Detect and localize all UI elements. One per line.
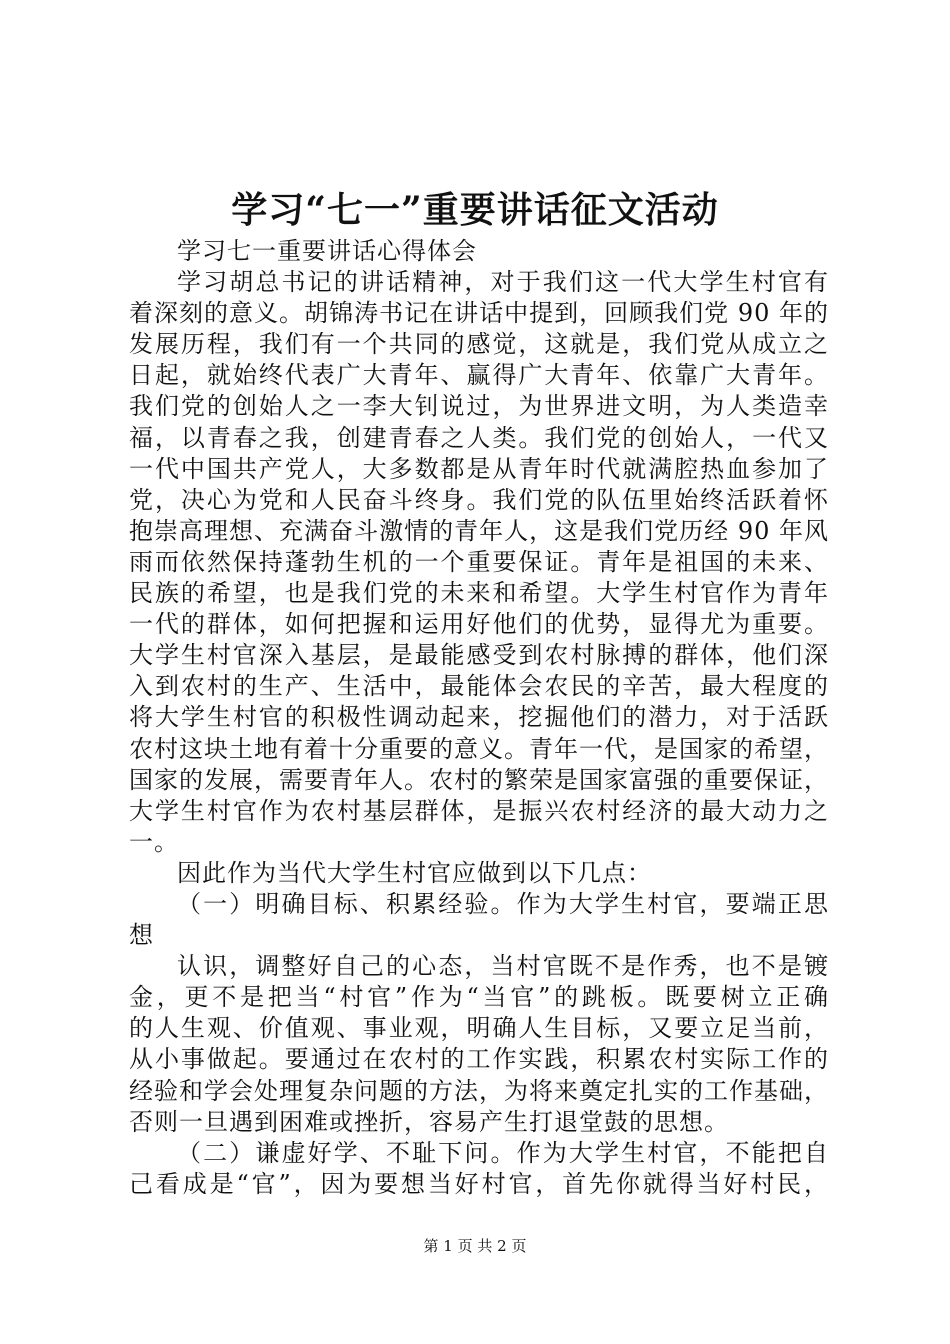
- text-line: 的人生观、价值观、事业观，明确人生目标，又要立足当前，: [129, 1014, 829, 1043]
- text-line: 民族的希望，也是我们党的未来和希望。大学生村官作为青年: [129, 579, 829, 608]
- text-line: 己看成是“官”，因为要想当好村官，首先你就得当好村民，: [129, 1169, 829, 1198]
- page-footer: 第 1 页 共 2 页: [423, 1237, 527, 1255]
- text-line: 着深刻的意义。胡锦涛书记在讲话中提到，回顾我们党 90 年的: [129, 299, 829, 328]
- text-line: 认识，调整好自己的心态，当村官既不是作秀，也不是镀: [177, 952, 829, 981]
- text-line: 抱崇高理想、充满奋斗激情的青年人，这是我们党历经 90 年风: [129, 516, 829, 545]
- text-line: 一代的群体，如何把握和运用好他们的优势，显得尤为重要。: [129, 610, 829, 639]
- text-line: （一）明确目标、积累经验。作为大学生村官，要端正思: [177, 889, 829, 918]
- text-line: 想: [129, 921, 154, 950]
- text-line: 从小事做起。要通过在农村的工作实践，积累农村实际工作的: [129, 1045, 829, 1074]
- text-line: （二）谦虚好学、不耻下问。作为大学生村官，不能把自: [177, 1138, 829, 1167]
- text-line: 大学生村官作为农村基层群体，是振兴农村经济的最大动力之: [129, 796, 829, 825]
- text-line: 雨而依然保持蓬勃生机的一个重要保证。青年是祖国的未来、: [129, 547, 829, 576]
- text-line: 否则一旦遇到困难或挫折，容易产生打退堂鼓的思想。: [129, 1107, 729, 1136]
- text-line: 学习胡总书记的讲话精神，对于我们这一代大学生村官有: [177, 268, 829, 297]
- text-line: 将大学生村官的积极性调动起来，挖掘他们的潜力，对于活跃: [129, 703, 829, 732]
- document-body: [129, 236, 829, 1200]
- text-line: 发展历程，我们有一个共同的感觉，这就是，我们党从成立之: [129, 330, 829, 359]
- text-line: 金，更不是把当“村官”作为“当官”的跳板。既要树立正确: [129, 983, 829, 1012]
- document-title: 学习“七一”重要讲话征文活动: [231, 189, 719, 231]
- text-line: 一。: [129, 827, 179, 856]
- text-line: 党，决心为党和人民奋斗终身。我们党的队伍里始终活跃着怀: [129, 485, 829, 514]
- text-line: 大学生村官深入基层，是最能感受到农村脉搏的群体，他们深: [129, 641, 829, 670]
- text-line: 经验和学会处理复杂问题的方法，为将来奠定扎实的工作基础，: [129, 1076, 829, 1105]
- text-line: 入到农村的生产、生活中，最能体会农民的辛苦，最大程度的: [129, 672, 829, 701]
- text-line: 福，以青春之我，创建青春之人类。我们党的创始人，一代又: [129, 423, 829, 452]
- text-line: 一代中国共产党人，大多数都是从青年时代就满腔热血参加了: [129, 454, 829, 483]
- text-line: 因此作为当代大学生村官应做到以下几点：: [177, 858, 652, 887]
- text-line: 农村这块土地有着十分重要的意义。青年一代，是国家的希望，: [129, 734, 829, 763]
- text-line: 国家的发展，需要青年人。农村的繁荣是国家富强的重要保证，: [129, 765, 829, 794]
- text-line: 日起，就始终代表广大青年、赢得广大青年、依靠广大青年。: [129, 361, 829, 390]
- text-line: 我们党的创始人之一李大钊说过，为世界进文明，为人类造幸: [129, 392, 829, 421]
- text-line: 学习七一重要讲话心得体会: [177, 237, 477, 265]
